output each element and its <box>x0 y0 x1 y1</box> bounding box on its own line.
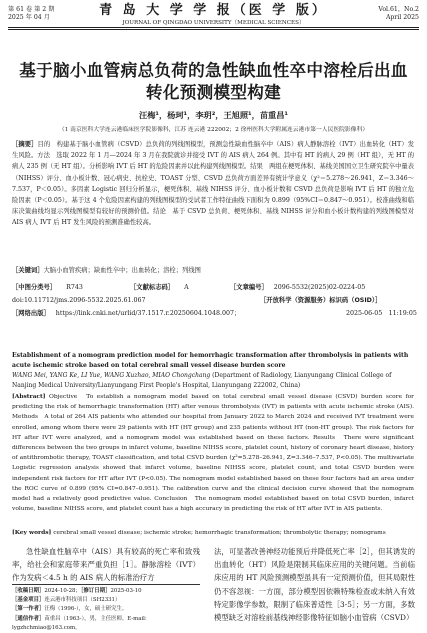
keywords-cn <box>12 266 414 276</box>
english-authors: WANG Mei, YANG Ke, LI Yue, WANG Xuzhao, MIAO Chongchang <box>12 372 211 379</box>
keywords-cn-label: ［关键词］ <box>12 267 44 274</box>
clc-value: R743 <box>66 284 83 291</box>
header-rule-thin <box>8 29 419 30</box>
footnote-first-author <box>12 605 200 614</box>
english-abstract <box>12 392 414 514</box>
date-en: April 2025 <box>385 14 419 21</box>
abstract-cn-text: 目的 构建基于脑小血管病（CSVD）总负荷的列线图模型，预测急性缺血性脑卒中（AIS）病人静脉溶栓（IVT）出血转化（HT）发生风险。方法 选取 2022 年 1 月—2024 年 3 月在我院就诊并接受 IVT 的 AIS 病人 264 例。其中有 HT 的病人 29 例（HT 组），无 HT 的病人 235 例（无 HT 组）。分析影响 IVT 后 HT 的危险因素并以此构建列线图模型。结果 两组在梗死体积、基线美国国立卫生研究院卒中量表（NIHSS）评分、血小板计数、冠心病史、抗栓史、TOAST 分型、CSVD 总负荷方面差异有统计学意义（χ²＝5.278～26.941，Z＝3.346～7.537，P＜0.05）。多因素 Logistic 回归分析显示，梗死体积、基线 NIHSS 评分、血小板计数和 CSVD 总负荷是影响 IVT 后 HT 的独立危险因素（P＜0.05）。基于这 4 个危险因素构建的列线图模型的受试者工作特征曲线下面积为 0.899（95%CI＝0.847～0.951）。校准曲线和临床决策曲线均显示列线图模型有较好的预测价值。结论 基于 CSVD 总负荷、梗死体积、基线 NIHSS 评分和血小板计数构建的列线图模型对 AIS 病人 IVT 后 HT 发生风险的预测准确性较高。 <box>12 141 414 227</box>
journal-name-cn: 青 岛 大 学 学 报（医 学 版） <box>99 3 328 18</box>
meta-row-3 <box>12 307 417 320</box>
affiliation-cn: （1 南京医科大学连云港临床医学院影像科，江苏 连云港 222002；2 徐州医科大学附属连云港市第一人民医院影像科） <box>58 127 369 133</box>
first-author-text: 汪梅（1996-），女，硕士研究生。 <box>44 606 128 613</box>
body-text-right: 法，可显著改善神经功能预后并降低死亡率［2］，但其诱发的出血转化（HT）风险是限制其临床应用的关键问题。当前临床应用的 HT 风险预测模型虽具有一定预测价值，但其局限性仍不容忽视：一方面，部分模型因依赖特殊检查或未纳入有效特定影像学参数，限制了临床普适性［3-5］；另一方面，多数模型缺乏对溶栓前基线神经影像特征如脑小血管病（CSVD） <box>214 547 415 623</box>
volume-en: Vol.61，No.2 <box>378 6 419 13</box>
english-keywords-text: cerebral small vessel disease; ischemic stroke; hemorrhagic transformation; thrombolytic therapy; nomograms <box>53 530 386 536</box>
online-pub-url[interactable]: https://link.cnki.net/urlid/37.1517.r.20250604.1048.007； <box>55 310 241 317</box>
body-text-left <box>12 545 200 585</box>
doc-code-label: ［文献标志码］ <box>130 284 175 291</box>
meta-row-2 <box>12 294 414 307</box>
footnote-fund <box>12 596 200 605</box>
fund-label: ［基金项目］ <box>12 597 45 604</box>
header-right <box>378 6 419 22</box>
meta-row-1 <box>12 281 414 294</box>
abstract-cn <box>12 139 414 229</box>
volume-cn: 第 61 卷 第 2 期 <box>8 6 55 13</box>
abstract-cn-label: ［摘要］ <box>12 141 38 148</box>
online-pub-date: 2025-06-05 11:19:05 <box>346 310 417 317</box>
corresponding-text: 苗重昌（1963-），男，主任医师。E-mail: lygzhchmiao@163.com。 <box>12 615 147 631</box>
authors-cn: 汪梅¹，杨珂¹，李玥²，王旭照¹，苗重昌¹ <box>139 110 288 120</box>
doc-code-value: A <box>184 284 189 291</box>
article-meta <box>12 281 417 320</box>
english-keywords-label: [Key words] <box>12 529 52 536</box>
english-keywords <box>12 528 414 538</box>
revised-label: ［修订日期］ <box>80 588 111 594</box>
title-line-2: 转化预测模型构建 <box>145 83 282 102</box>
fund-text: 连云港市科技项目（SH2331） <box>44 597 121 604</box>
english-authors-block <box>12 371 414 391</box>
doi-link[interactable]: doi:10.11712/jms.2096-5532.2025.61.067 <box>12 297 146 304</box>
clc-label: ［中图分类号］ <box>12 284 57 291</box>
received-label: ［收稿日期］ <box>12 588 45 594</box>
title-line-1: 基于脑小血管病总负荷的急性缺血性卒中溶栓后出血 <box>19 61 408 80</box>
footnote-dates <box>12 587 200 596</box>
online-pub-label: ［网络出版］ <box>12 310 50 317</box>
article-no-label: ［文章编号］ <box>230 284 268 291</box>
header-rule-thick <box>8 27 419 28</box>
corresponding-label: ［通信作者］ <box>12 615 45 622</box>
received-date: 2024-10-28； <box>44 588 81 594</box>
footnote-box <box>12 584 200 633</box>
english-title: Establishment of a nomogram prediction model for hemorrhagic transformation after thrombolysis in patients with acute ischemic stroke based on total cerebral small vessel disease burden score <box>12 352 409 369</box>
osid-label: ［开放科学（资源服务）标识码（OSID）］ <box>260 297 382 304</box>
journal-name-en: JOURNAL OF QINGDAO UNIVERSITY（MEDICAL SCIENCES） <box>122 20 305 26</box>
date-cn: 2025 年 04 月 <box>8 14 50 21</box>
english-abstract-label: [Abstract] <box>12 393 46 400</box>
revised-date: 2025-03-10 <box>110 588 142 594</box>
footnote-corresponding <box>12 615 200 633</box>
english-affiliation: (Department of Radiology, Lianyungang Clinical College of Nanjing Medical University/Lianyungang First People's Hospital, Lianyungang 222002, China) <box>12 372 392 389</box>
first-author-label: ［第一作者］ <box>12 606 45 613</box>
body-left-paragraph: 急性缺血性脑卒中（AIS）具有较高的死亡率和致残率，给社会和家庭带来严重负担［1］。静脉溶栓（IVT）作为发病＜4.5 h 的 AIS 病人的标准治疗方 <box>12 547 200 583</box>
keywords-cn-text: 大脑小血管疾病；缺血性卒中；出血转化；溶栓；列线图 <box>43 267 201 274</box>
article-no-value: 2096-5532(2025)02-0224-05 <box>273 284 366 291</box>
english-abstract-text: Objective To establish a nomogram model based on total cerebral small vessel disease (CSVD) burden score for predicting the risk of hemorrhagic transformation (HT) after venous thrombolysis (IVT) in patients with acute ischemic stroke (AIS). Methods A total of 264 AIS patients who attended our hospital from January 2022 to March 2024 and received IVT treatment were enrolled, among whom there were 29 patients with HT (HT group) and 235 patients without HT (non-HT group). The risk factors for HT after IVT were analyzed, and a nomogram model was established based on these factors. Results There were significant differences between the two groups in infarct volume, baseline NIHSS score, platelet count, history of coronary heart disease, history of antithrombotic therapy, TOAST classification, and total CSVD burden (χ²=5.278–26.941, Z=3.346–7.537, P<0.05). The multivariate Logistic regression analysis showed that infarct volume, baseline NIHSS score, platelet count, and total CSVD burden were independent risk factors for HT after IVT (P<0.05). The nomogram model established based on these four factors had an area under the ROC curve of 0.899 (95% CI=0.847–0.951). The calibration curve and the clinical decision curve showed that the nomogram model had a relatively good predictive value. Conclusion The nomogram model established based on total CSVD burden, infarct volume, baseline NIHSS score, and platelet count has a high accuracy in predicting the risk of HT after IVT in AIS patients. <box>12 394 414 513</box>
article-title <box>10 60 417 104</box>
header-center <box>0 3 427 27</box>
